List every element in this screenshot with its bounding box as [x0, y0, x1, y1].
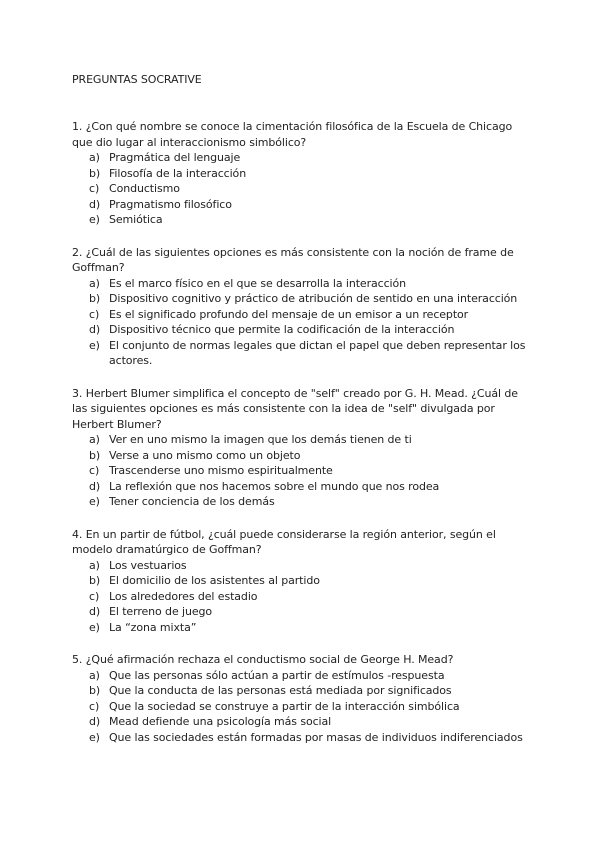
option-item: [72, 197, 532, 213]
option-text: La “zona mixta”: [109, 620, 197, 634]
option-letter: a): [89, 276, 100, 290]
options-list: [72, 150, 532, 228]
option-text: El terreno de juego: [109, 605, 213, 618]
option-text: Los alrededores del estadio: [109, 589, 258, 603]
option-letter: b): [89, 166, 101, 180]
option-item: [72, 683, 532, 699]
option-letter: c): [89, 182, 100, 195]
option-item: [72, 181, 532, 197]
option-letter: e): [89, 495, 100, 508]
option-letter: d): [89, 323, 101, 336]
option-item: [72, 448, 532, 464]
question-4: [72, 527, 532, 636]
option-text: Dispositivo técnico que permite la codificación de la interacción: [109, 323, 455, 336]
question-1: [72, 119, 532, 228]
option-text: Semiótica: [109, 213, 163, 226]
option-text: Tener conciencia de los demás: [109, 495, 275, 508]
option-item: [72, 699, 532, 715]
option-letter: b): [89, 448, 101, 462]
question-text: 4. En un partir de fútbol, ¿cuál puede considerarse la región anterior, según el modelo dramatúrgico de Goffman?: [72, 527, 496, 556]
option-item: [72, 558, 532, 574]
option-text: Pragmatismo filosófico: [109, 197, 232, 211]
option-text: Filosofía de la interacción: [109, 166, 247, 180]
question-2: [72, 245, 532, 369]
option-item: [72, 604, 532, 620]
option-text: El domicilio de los asistentes al partido: [109, 574, 320, 587]
option-letter: d): [89, 715, 101, 728]
option-letter: e): [89, 213, 100, 226]
options-list: [72, 432, 532, 510]
option-item: [72, 150, 532, 166]
option-item: [72, 668, 532, 684]
option-letter: a): [89, 558, 100, 572]
options-list: [72, 558, 532, 636]
option-item: [72, 307, 532, 323]
option-letter: b): [89, 684, 101, 697]
option-item: [72, 589, 532, 605]
option-text: Los vestuarios: [109, 558, 187, 572]
option-text: Que las sociedades están formadas por masas de individuos indiferenciados: [109, 730, 523, 744]
option-item: [72, 573, 532, 589]
option-letter: b): [89, 574, 101, 587]
option-letter: c): [89, 464, 100, 477]
option-letter: b): [89, 292, 101, 305]
option-item: [72, 494, 532, 510]
option-text: Ver en uno mismo la imagen que los demás tienen de ti: [109, 433, 412, 446]
option-letter: e): [89, 620, 100, 634]
question-text: 5. ¿Qué afirmación rechaza el conductismo social de George H. Mead?: [72, 653, 454, 666]
option-item: [72, 620, 532, 636]
option-item: [72, 212, 532, 228]
option-item: [72, 276, 532, 292]
option-item: [72, 322, 532, 338]
option-letter: a): [89, 668, 100, 682]
option-text: El conjunto de normas legales que dictan el papel que deben representar los actores.: [109, 338, 526, 367]
option-text: Es el significado profundo del mensaje de un emisor a un receptor: [109, 307, 469, 321]
option-text: Conductismo: [109, 182, 180, 195]
option-item: [72, 714, 532, 730]
option-item: [72, 479, 532, 495]
option-letter: d): [89, 605, 101, 618]
option-text: Mead defiende una psicología más social: [109, 715, 332, 728]
options-list: [72, 668, 532, 746]
question-5: [72, 652, 532, 745]
option-text: Verse a uno mismo como un objeto: [109, 448, 301, 462]
question-text: 2. ¿Cuál de las siguientes opciones es más consistente con la noción de frame de Goffman?: [72, 245, 514, 274]
option-text: Trascenderse uno mismo espiritualmente: [109, 464, 333, 477]
option-text: Dispositivo cognitivo y práctico de atribución de sentido en una interacción: [109, 292, 518, 305]
option-item: [72, 463, 532, 479]
option-text: Es el marco físico en el que se desarrolla la interacción: [109, 276, 406, 290]
option-text: Que las personas sólo actúan a partir de estímulos -respuesta: [109, 668, 445, 682]
option-letter: d): [89, 479, 101, 493]
option-letter: c): [89, 589, 100, 603]
option-letter: c): [89, 307, 100, 321]
option-item: [72, 338, 532, 369]
document-page: [72, 72, 532, 762]
option-text: Que la conducta de las personas está mediada por significados: [109, 684, 452, 697]
question-text: 1. ¿Con qué nombre se conoce la cimentación filosófica de la Escuela de Chicago que dio lugar al interaccionismo simbólico?: [72, 120, 513, 149]
option-letter: e): [89, 338, 100, 352]
option-letter: e): [89, 730, 100, 744]
option-item: [72, 166, 532, 182]
option-text: Pragmática del lenguaje: [109, 151, 241, 164]
option-letter: a): [89, 433, 100, 446]
question-3: [72, 386, 532, 510]
option-item: [72, 730, 532, 746]
option-item: [72, 432, 532, 448]
option-letter: a): [89, 151, 100, 164]
question-text: 3. Herbert Blumer simplifica el concepto de "self" creado por G. H. Mead. ¿Cuál de las siguientes opciones es más consistente con la idea de "self" divulgada por Herbert Blumer?: [72, 386, 518, 431]
document-title: PREGUNTAS SOCRATIVE: [72, 73, 202, 86]
option-text: Que la sociedad se construye a partir de la interacción simbólica: [109, 699, 460, 713]
options-list: [72, 276, 532, 369]
option-letter: d): [89, 197, 101, 211]
option-item: [72, 291, 532, 307]
option-letter: c): [89, 699, 100, 713]
option-text: La reflexión que nos hacemos sobre el mundo que nos rodea: [109, 479, 440, 493]
